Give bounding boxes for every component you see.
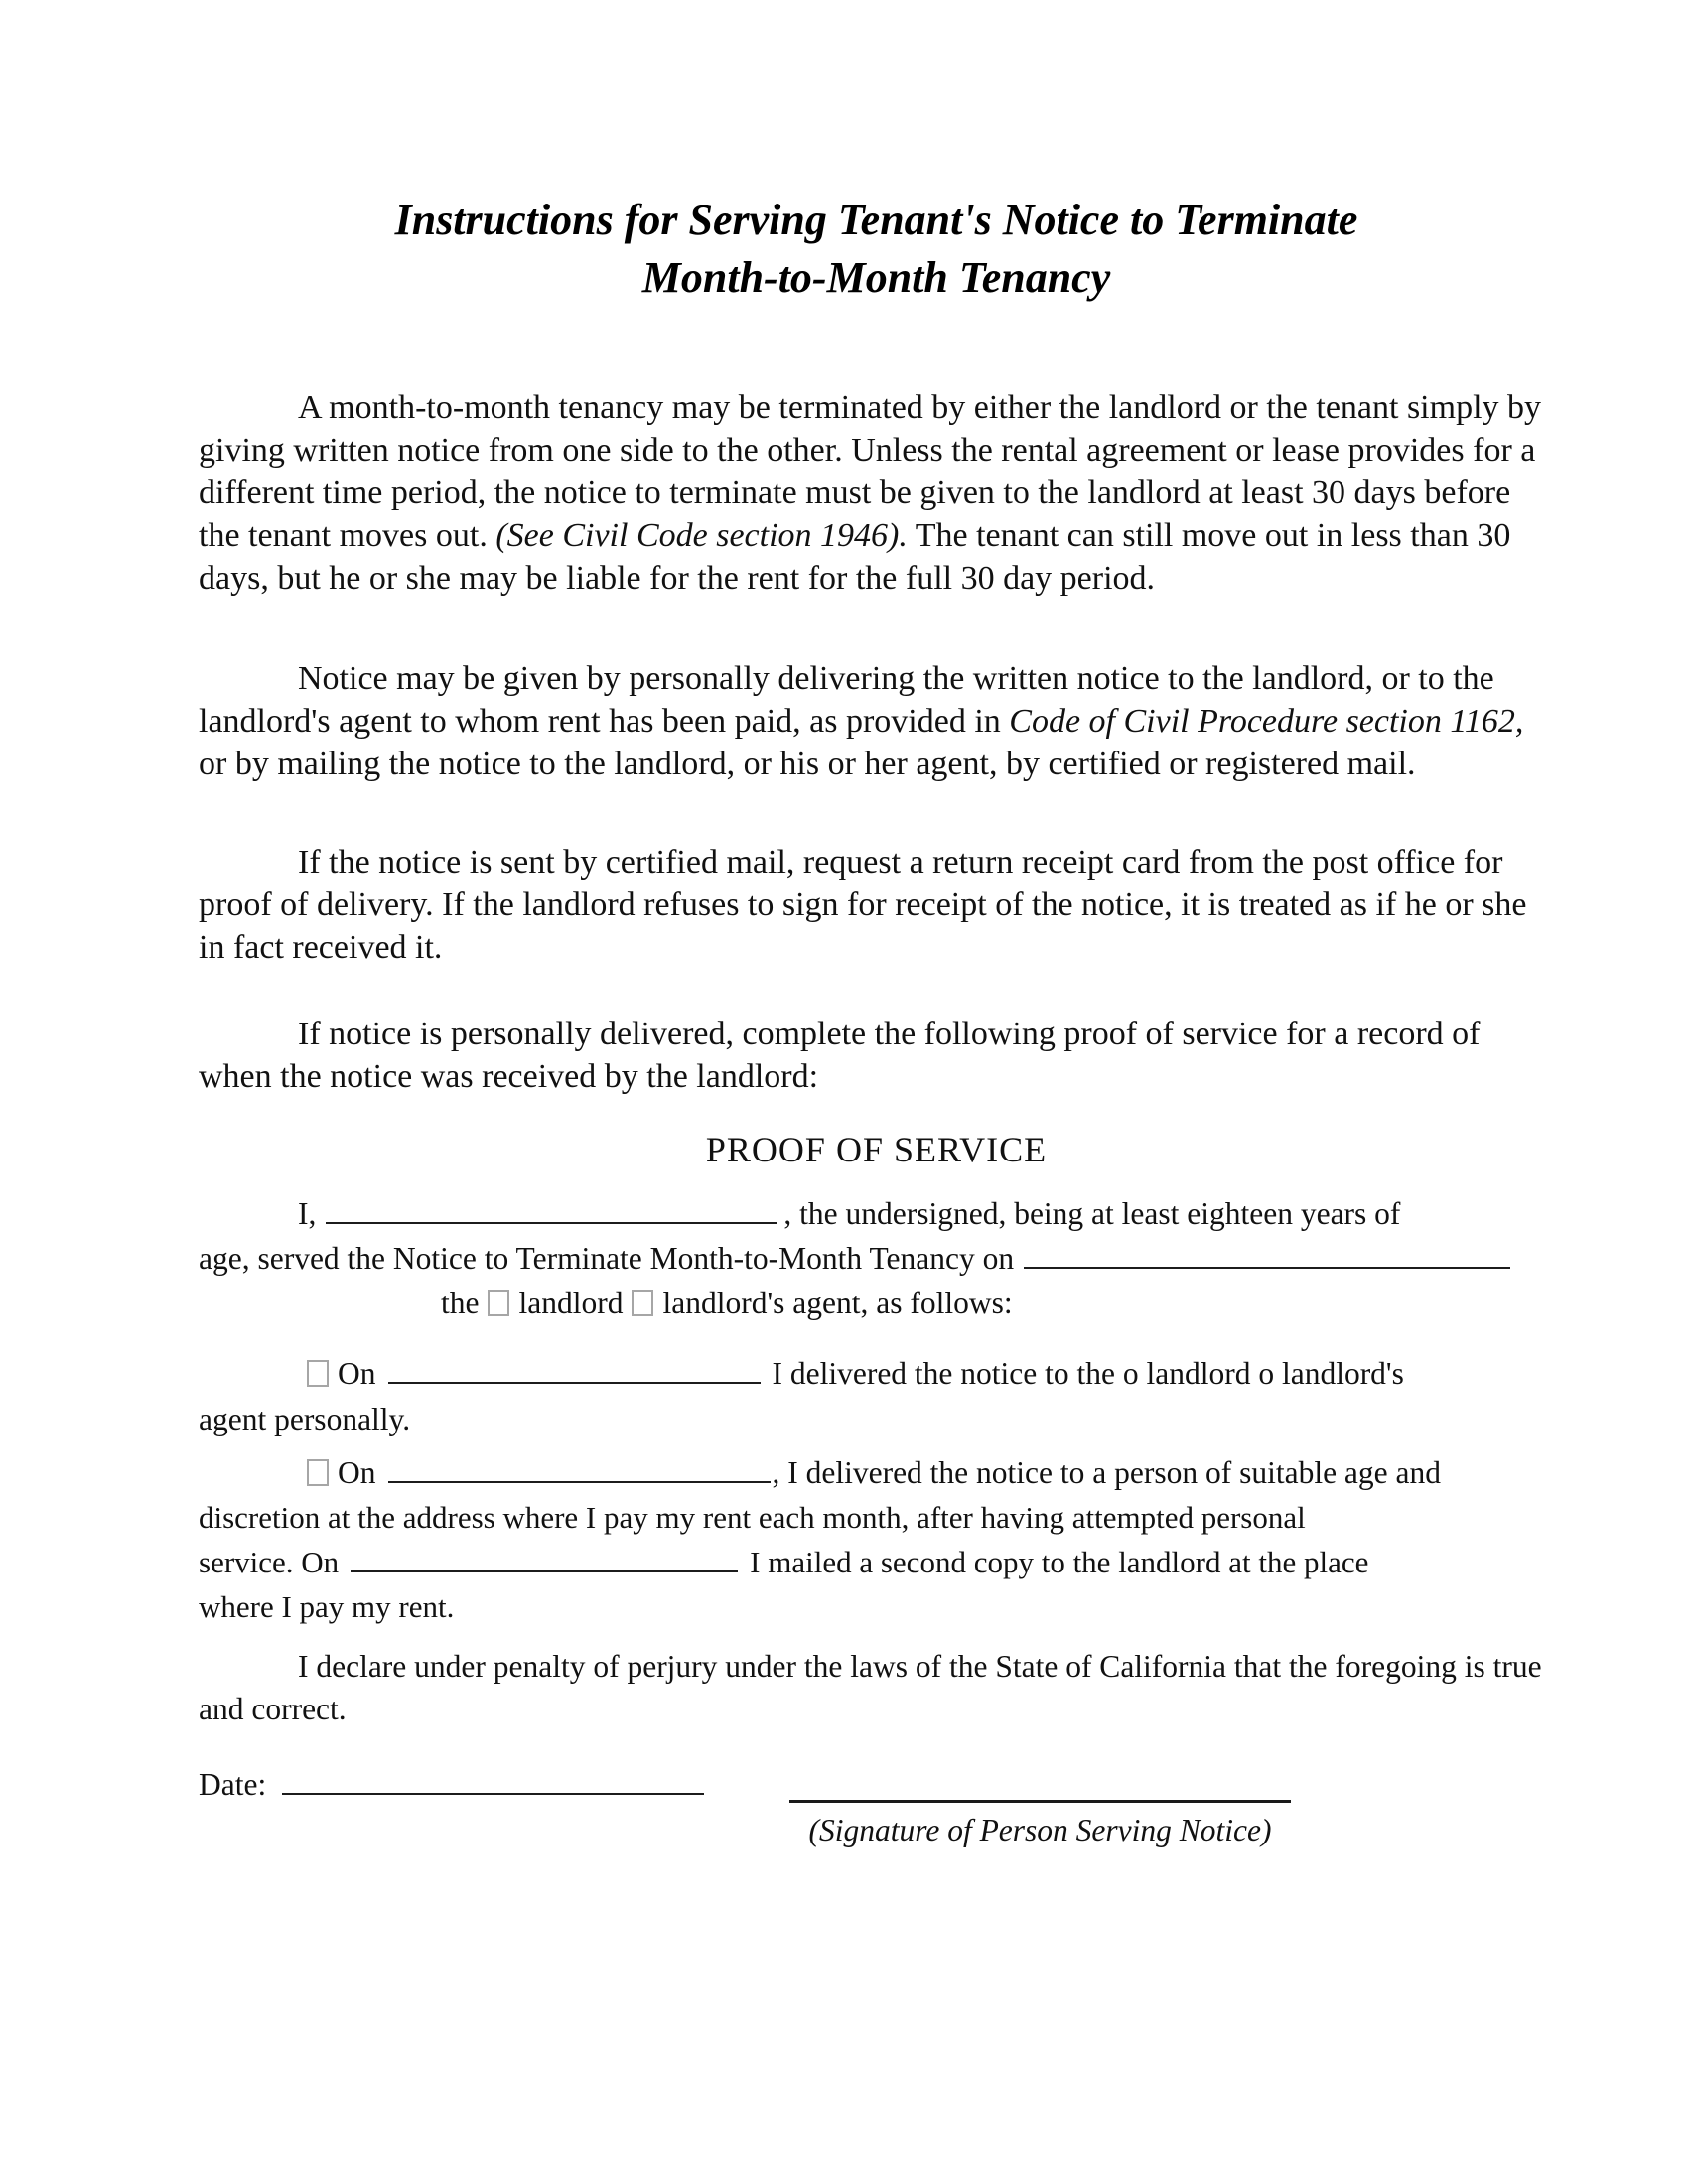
declarant-name-blank[interactable] [326,1192,777,1224]
date-label: Date: [199,1766,267,1802]
paragraph-delivery-methods [199,657,1554,785]
mailed-copy-date-blank[interactable] [351,1541,738,1572]
landlord-option-label: landlord [518,1286,624,1320]
served-on-line [441,1281,1554,1325]
substitute-delivery-line-2: discretion at the address where I pay my rent each month, after having attempted personal [199,1500,1306,1535]
civil-code-citation: (See Civil Code section 1946). [495,517,908,554]
mailed-copy-pre-text: service. On [199,1545,340,1579]
paragraph-certified-mail: If the notice is sent by certified mail, request a return receipt card from the post office for proof of delivery. If the landlord refuses to sign for receipt of the notice, it is treated as if he or she in fact received it. [199,844,1527,966]
personal-delivery-checkbox-icon[interactable] [307,1360,329,1387]
substitute-delivery-date-blank[interactable] [388,1451,771,1483]
served-line [199,1236,1554,1281]
title-line-2: Month-to-Month Tenancy [641,253,1111,302]
served-text: age, served the Notice to Terminate Month-to-Month Tenancy on [199,1241,1015,1276]
signature-blank[interactable] [789,1800,1291,1803]
proof-of-service-heading: PROOF OF SERVICE [705,1130,1048,1169]
mailed-copy-post-text: I mailed a second copy to the landlord at the place [750,1545,1369,1579]
declarant-line [199,1191,1554,1236]
date-blank[interactable] [282,1763,704,1795]
personal-delivery-text: I delivered the notice to the o landlord o landlord's [772,1356,1404,1391]
served-on-the: the [441,1286,480,1320]
substitute-delivery-line-4: where I pay my rent. [199,1589,455,1624]
date-line [199,1767,704,1802]
on-label: On [338,1455,376,1490]
personal-delivery-item [199,1351,1554,1442]
perjury-declaration: I declare under penalty of perjury under the laws of the State of California that the foregoing is true and correct. [199,1649,1542,1726]
signature-caption: (Signature of Person Serving Notice) [808,1812,1272,1847]
date-signature-row [199,1762,1554,1871]
paragraph-personal-delivery: If notice is personally delivered, complete the following proof of service for a record of when the notice was received by the landlord: [199,1016,1481,1095]
paragraph-termination-rules [199,386,1554,600]
landlord-checkbox-icon[interactable] [488,1290,509,1316]
substitute-delivery-text: , I delivered the notice to a person of suitable age and [772,1455,1441,1490]
substitute-delivery-line-3 [199,1540,1554,1584]
document-content [199,192,1554,1871]
paragraph-text: Notice may be given by personally delivering the written notice to the landlord, or to the landlord's agent to whom rent has been paid, as provided in [199,660,1494,740]
substitute-delivery-line-1 [199,1450,1554,1495]
personal-delivery-line-2: agent personally. [199,1402,411,1436]
declarant-post-text: , the undersigned, being at least eighteen years of [783,1196,1401,1231]
served-date-blank[interactable] [1024,1237,1510,1269]
paragraph-text: or by mailing the notice to the landlord, or his or her agent, by certified or registered mail. [199,746,1416,782]
personal-delivery-line-1 [199,1351,1554,1396]
declarant-pre-text: I, [298,1196,317,1231]
personal-delivery-date-blank[interactable] [388,1352,761,1384]
title-line-1: Instructions for Serving Tenant's Notice to Terminate [394,196,1358,244]
substitute-delivery-checkbox-icon[interactable] [307,1459,329,1486]
paragraph-text: A month-to-month tenancy may be terminated by either the landlord or the tenant simply by giving written notice from one side to the other. Unless the rental agreement or lease provides for a different time period, the notice to terminate must be given to the landlord at least 30 days before the tenant moves out. [199,389,1542,554]
signature-block [789,1800,1291,1850]
procedure-code-citation: Code of Civil Procedure section 1162, [1009,703,1524,740]
landlord-agent-checkbox-icon[interactable] [632,1290,653,1316]
document-title [199,192,1554,307]
substitute-delivery-item [199,1450,1554,1629]
paragraph-text: The tenant can still move out in less than 30 days, but he or she may be liable for the rent for the full 30 day period. [199,517,1511,597]
proof-of-service-declarant-section [199,1191,1554,1325]
on-label: On [338,1356,376,1391]
landlord-agent-option-label: landlord's agent, as follows: [662,1286,1013,1320]
